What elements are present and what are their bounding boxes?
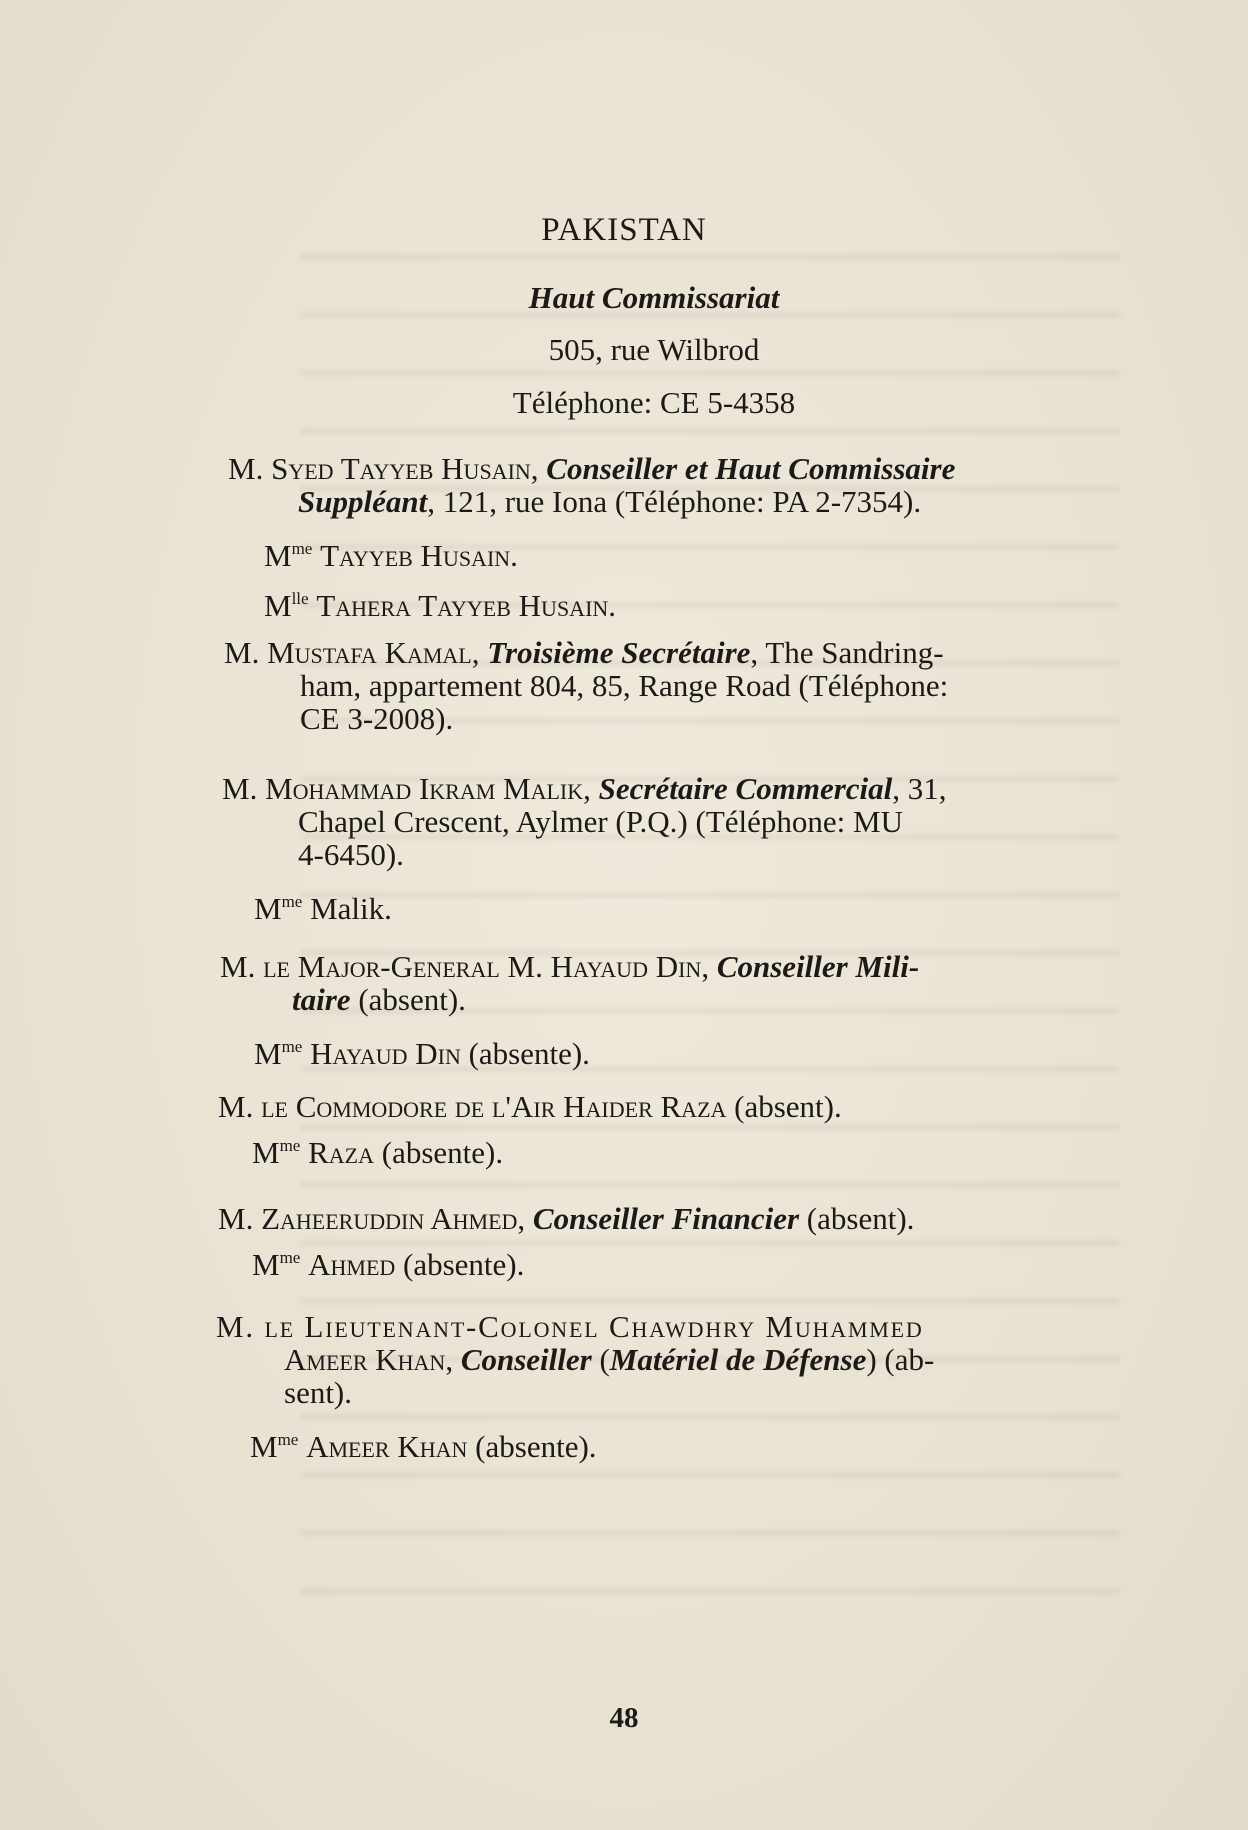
mission-name: Haut Commissariat xyxy=(528,280,780,315)
entry-ahmed xyxy=(218,1202,914,1281)
entry-line: Suppléant, 121, rue Iona (Téléphone: PA 2-7354). xyxy=(298,484,922,519)
spouse-line: $M^{me}$ Raza (absente). xyxy=(252,1135,504,1170)
entry-line: M. Zaheeruddin Ahmed, Conseiller Financier (absent). xyxy=(218,1201,915,1236)
entry-kamal xyxy=(224,636,948,735)
entry-line: M. Mohammad Ikram Malik, Secrétaire Commercial, 31, xyxy=(222,771,947,806)
entry-line: sent). xyxy=(284,1375,353,1410)
entry-line: Ameer Khan, Conseiller (Matériel de Défense) (ab- xyxy=(284,1342,935,1377)
entry-line: CE 3-2008). xyxy=(300,701,454,736)
spouse-line: $M^{me}$ Ahmed (absente). xyxy=(252,1247,525,1282)
spouse-line: $M^{me}$ Hayaud Din (absente). xyxy=(254,1036,590,1071)
entry-line: ham, appartement 804, 85, Range Road (Téléphone: xyxy=(300,668,949,703)
spouse-line: $M^{me}$ Ameer Khan (absente). xyxy=(250,1429,597,1464)
entry-hayaud-din xyxy=(220,950,919,1070)
entry-line: M. le Commodore de l'Air Haider Raza (absent). xyxy=(218,1089,842,1124)
entry-husain xyxy=(228,452,955,622)
entry-line: M. le Lieutenant-Colonel Chawdhry Muhammed xyxy=(216,1309,924,1344)
mission-telephone: Téléphone: CE 5-4358 xyxy=(512,385,796,420)
daughter-line: $M^{lle}$ Tahera Tayyeb Husain. xyxy=(264,588,617,623)
entry-line: M. le Major-General M. Hayaud Din, Conseiller Mili- xyxy=(220,949,920,984)
mission-address: 505, rue Wilbrod xyxy=(548,332,760,367)
entry-line: taire (absent). xyxy=(292,982,466,1017)
page-number: 48 xyxy=(609,1702,639,1734)
entry-line: Chapel Crescent, Aylmer (P.Q.) (Téléphone: MU xyxy=(298,804,903,839)
entry-ameer-khan xyxy=(216,1310,934,1463)
entry-malik xyxy=(222,772,947,925)
entry-line: M. Syed Tayyeb Husain, Conseiller et Haut Commissaire xyxy=(228,451,956,486)
spouse-line: $M^{me}$ Tayyeb Husain. xyxy=(264,538,518,573)
entry-raza xyxy=(218,1090,842,1169)
spouse-line: $M^{me}$ Malik. xyxy=(254,891,392,926)
country-title: PAKISTAN xyxy=(541,212,707,248)
entry-line: M. Mustafa Kamal, Troisième Secrétaire, The Sandring- xyxy=(224,635,944,670)
entry-line: 4-6450). xyxy=(298,837,404,872)
